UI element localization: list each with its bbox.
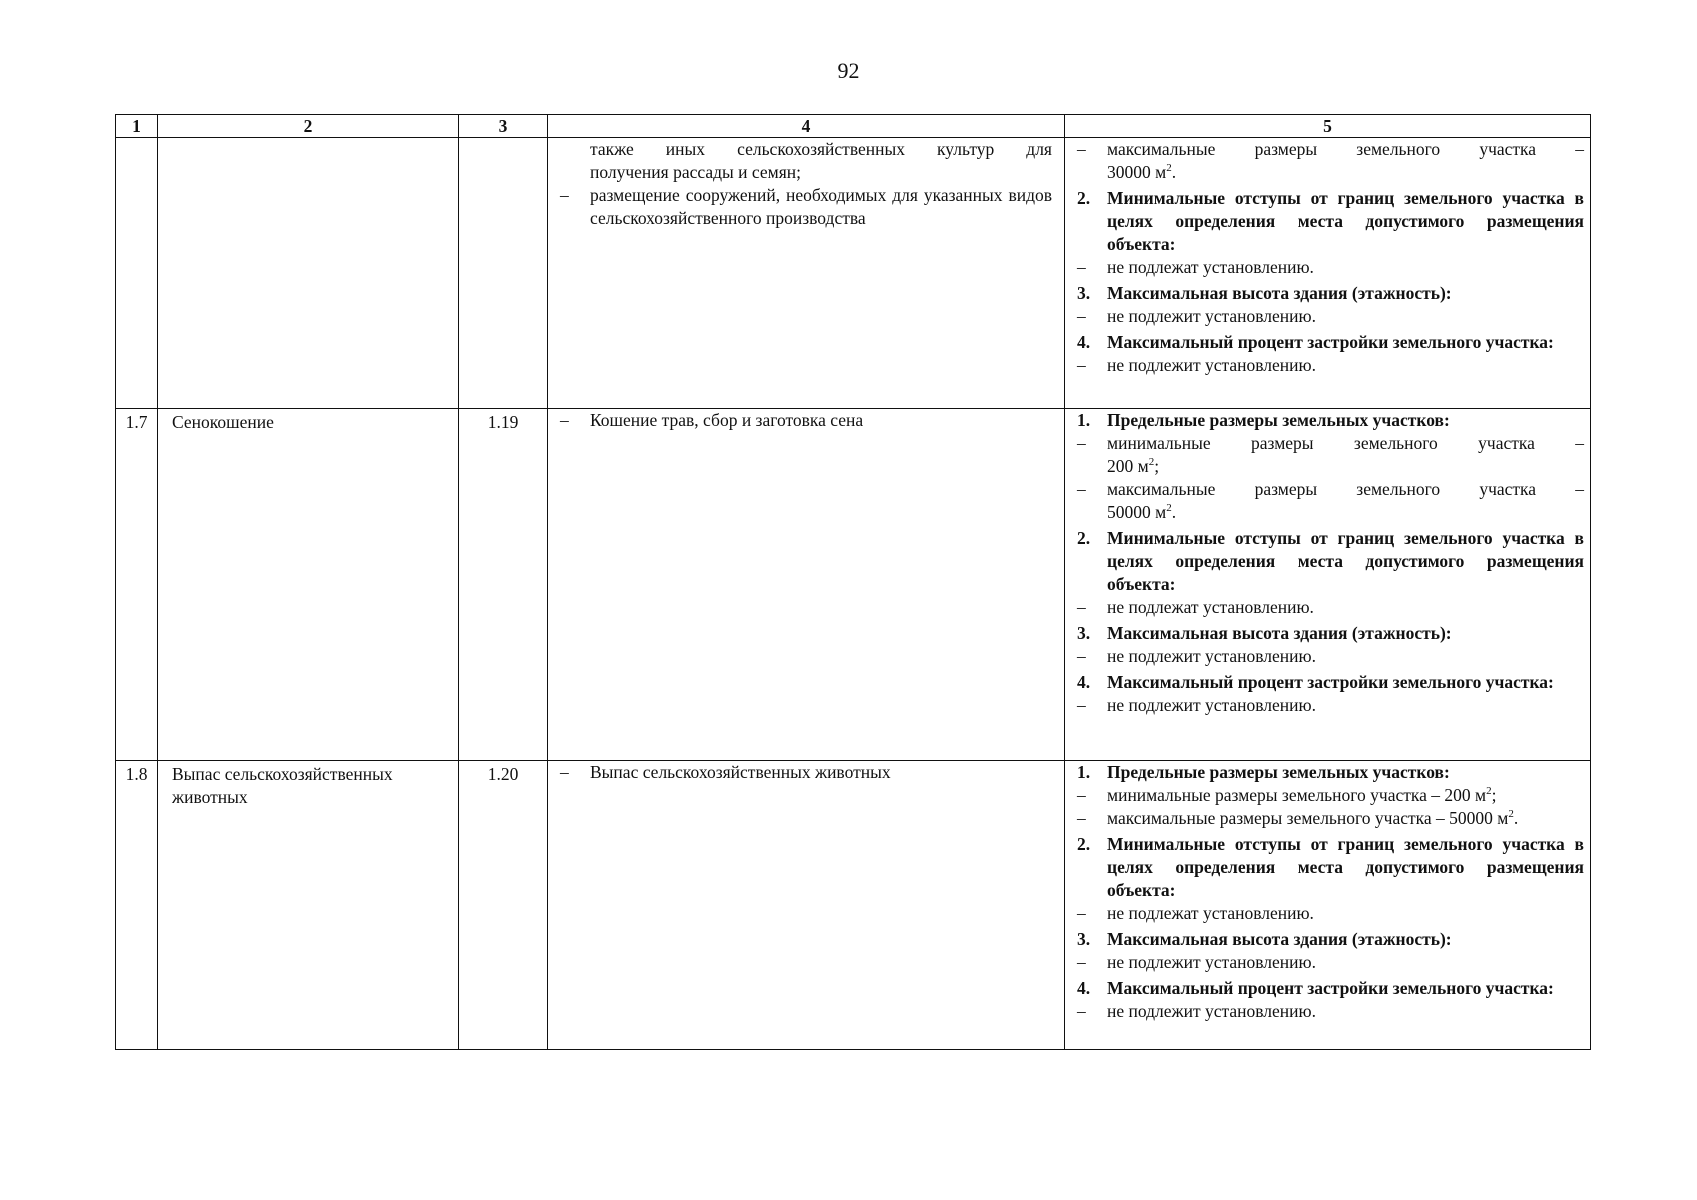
table-row [116, 138, 1591, 409]
use-code: 1.19 [459, 409, 548, 761]
item-number: 2. [1077, 834, 1091, 854]
item-text: максимальные размеры земельного участка – [1107, 479, 1584, 499]
parameter-heading [1077, 187, 1584, 256]
item-text: Минимальные отступы от границ земельного участка в целях определения места допустимого размещения объекта: [1107, 834, 1584, 900]
item-number: 3. [1077, 623, 1091, 643]
item-text: Минимальные отступы от границ земельного участка в целях определения места допустимого размещения объекта: [1107, 188, 1584, 254]
bullet-mark: – [1077, 1001, 1086, 1021]
item-text: Кошение трав, сбор и заготовка сена [590, 410, 864, 430]
item-text: не подлежит установлению. [1107, 695, 1316, 715]
header-cell: 2 [158, 115, 459, 138]
item-text: также иных сельскохозяйственных культур для [590, 139, 1052, 159]
item-text: не подлежит установлению. [1107, 1001, 1316, 1021]
unit-superscript: 2 [1486, 785, 1492, 798]
item-text: максимальные размеры земельного участка – [1107, 139, 1584, 159]
bullet-mark: – [1077, 695, 1086, 715]
list-item [560, 409, 1052, 432]
item-text: получения рассады и семян; [590, 162, 801, 182]
item-text: не подлежит установлению. [1107, 952, 1316, 972]
header-cell: 3 [459, 115, 548, 138]
item-text: Максимальный процент застройки земельного участка: [1107, 672, 1554, 692]
list-item [1077, 596, 1584, 619]
use-code [459, 138, 548, 409]
use-name: Сенокошение [158, 409, 459, 761]
item-text: 30000 $м^2$. [1107, 162, 1177, 182]
unit-superscript: 2 [1508, 808, 1514, 821]
list-item [560, 184, 1052, 230]
item-punctuation: . [1513, 808, 1519, 828]
item-text: Максимальная высота здания (этажность): [1107, 283, 1452, 303]
parameter-heading [1077, 761, 1584, 784]
item-number: 3. [1077, 929, 1091, 949]
list-item [1077, 354, 1584, 377]
parameter-heading [1077, 671, 1584, 694]
table-row [116, 409, 1591, 761]
item-text: Максимальная высота здания (этажность): [1107, 929, 1452, 949]
use-name [158, 138, 459, 409]
item-text: Максимальный процент застройки земельного участка: [1107, 332, 1554, 352]
bullet-mark: – [1077, 646, 1086, 666]
item-text: не подлежат установлению. [1107, 257, 1314, 277]
item-text: не подлежит установлению. [1107, 646, 1316, 666]
list-item [560, 761, 1052, 784]
unit-superscript: 2 [1166, 162, 1172, 175]
use-parameters [1065, 761, 1591, 1050]
list-item [1077, 455, 1584, 478]
header-cell: 5 [1065, 115, 1591, 138]
item-text: не подлежит установлению. [1107, 306, 1316, 326]
item-number: 4. [1077, 978, 1091, 998]
row-number: 1.8 [116, 761, 158, 1050]
list-item [1077, 784, 1584, 807]
list-item [1077, 432, 1584, 455]
bullet-mark: – [1077, 355, 1086, 375]
list-item [1077, 305, 1584, 328]
unit-superscript: 2 [1148, 456, 1155, 469]
use-description [548, 409, 1065, 761]
list-item [1077, 694, 1584, 717]
item-number: 1. [1077, 410, 1091, 430]
bullet-mark: – [1077, 808, 1086, 828]
item-text: Максимальная высота здания (этажность): [1107, 623, 1452, 643]
use-parameters [1065, 138, 1591, 409]
parameter-heading [1077, 409, 1584, 432]
item-text: минимальные размеры земельного участка – [1107, 433, 1584, 453]
item-number: 4. [1077, 672, 1091, 692]
bullet-mark: – [1077, 257, 1086, 277]
parameter-heading [1077, 527, 1584, 596]
item-text: Минимальные отступы от границ земельного участка в целях определения места допустимого размещения объекта: [1107, 528, 1584, 594]
item-punctuation: . [1171, 502, 1177, 522]
parameter-heading [1077, 622, 1584, 645]
header-cell: 4 [548, 115, 1065, 138]
list-item [1077, 645, 1584, 668]
list-item [1077, 951, 1584, 974]
table-header-row [116, 115, 1591, 138]
item-number: 3. [1077, 283, 1091, 303]
page-number: 92 [837, 58, 860, 83]
use-description [548, 138, 1065, 409]
bullet-mark: – [1077, 433, 1086, 453]
item-punctuation: ; [1154, 456, 1160, 476]
bullet-mark: – [1077, 952, 1086, 972]
row-number [116, 138, 158, 409]
bullet-mark: – [560, 410, 569, 430]
use-code: 1.20 [459, 761, 548, 1050]
item-text: не подлежат установлению. [1107, 903, 1314, 923]
list-item [1077, 138, 1584, 161]
bullet-mark: – [560, 762, 569, 782]
bullet-mark: – [1077, 597, 1086, 617]
unit-superscript: 2 [1166, 502, 1172, 515]
item-text: не подлежит установлению. [1107, 355, 1316, 375]
item-number: 1. [1077, 762, 1091, 782]
bullet-mark: – [1077, 903, 1086, 923]
item-number: 4. [1077, 332, 1091, 352]
parameter-heading [1077, 331, 1584, 354]
use-parameters [1065, 409, 1591, 761]
parameter-heading [1077, 977, 1584, 1000]
use-description [548, 761, 1065, 1050]
bullet-mark: – [1077, 306, 1086, 326]
item-text: размещение сооружений, необходимых для указанных видов сельскохозяйственного производства [590, 185, 1052, 228]
list-item [1077, 902, 1584, 925]
list-item [1077, 807, 1584, 830]
list-item [1077, 478, 1584, 501]
item-text: Выпас сельскохозяйственных животных [590, 762, 891, 782]
bullet-mark: – [1077, 479, 1086, 499]
item-text: максимальные размеры земельного участка – 50000 $м^2$. [1107, 808, 1519, 828]
bullet-mark: – [560, 185, 569, 205]
bullet-mark: – [1077, 139, 1086, 159]
use-name: Выпас сельскохозяйственных животных [158, 761, 459, 1050]
item-text: Предельные размеры земельных участков: [1107, 762, 1450, 782]
list-item [1077, 1000, 1584, 1023]
item-number: 2. [1077, 188, 1091, 208]
item-text: минимальные размеры земельного участка – 200 $м^2$; [1107, 785, 1497, 805]
list-item [1077, 161, 1584, 184]
parameter-heading [1077, 928, 1584, 951]
row-number: 1.7 [116, 409, 158, 761]
list-item [560, 138, 1052, 161]
parameter-heading [1077, 282, 1584, 305]
item-text: не подлежат установлению. [1107, 597, 1314, 617]
table-row [116, 761, 1591, 1050]
zoning-table [115, 114, 1591, 1050]
item-number: 2. [1077, 528, 1091, 548]
list-item [1077, 256, 1584, 279]
header-cell: 1 [116, 115, 158, 138]
item-text: 50000 $м^2$. [1107, 502, 1177, 522]
parameter-heading [1077, 833, 1584, 902]
list-item [1077, 501, 1584, 524]
bullet-mark: – [1077, 785, 1086, 805]
item-text: 200 $м^2$; [1107, 456, 1160, 476]
item-punctuation: ; [1491, 785, 1497, 805]
item-text: Предельные размеры земельных участков: [1107, 410, 1450, 430]
item-text: Максимальный процент застройки земельного участка: [1107, 978, 1554, 998]
item-punctuation: . [1171, 162, 1177, 182]
list-item [560, 161, 1052, 184]
